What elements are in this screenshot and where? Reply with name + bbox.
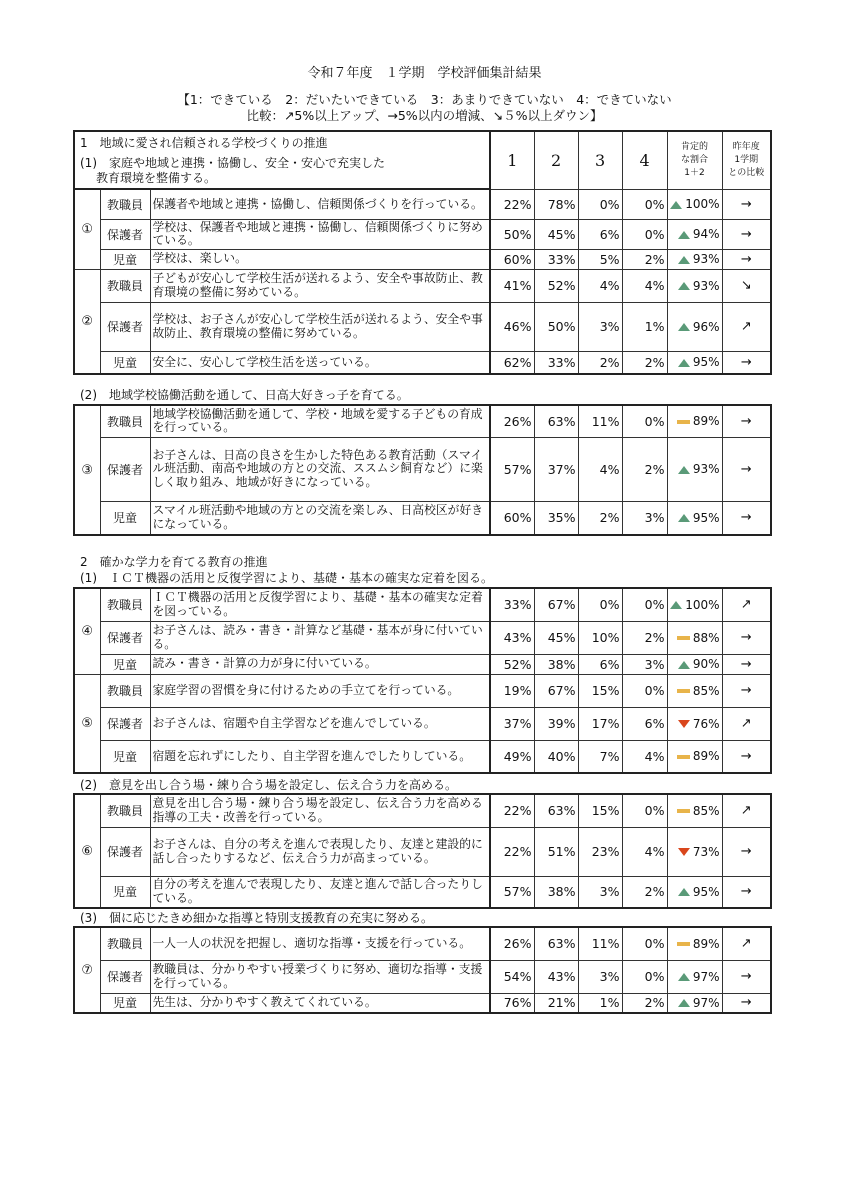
- question-cell: 安全に、安心して学校生活を送っている。: [150, 351, 490, 374]
- positive-ratio-value: 89%: [692, 749, 720, 764]
- comparison-arrow: →: [722, 827, 771, 876]
- respondent-cell: 教職員: [100, 674, 150, 707]
- col-1-header: 1: [490, 131, 534, 189]
- respondent-cell: 教職員: [100, 588, 150, 621]
- pct-2-cell: 67%: [534, 588, 578, 621]
- question-cell: 教職員は、分かりやすい授業づくりに努め、適切な指導・支援を行っている。: [150, 960, 490, 993]
- respondent-cell: 教職員: [100, 405, 150, 437]
- comparison-arrow: →: [722, 219, 771, 249]
- legend: [0, 92, 849, 124]
- positive-ratio-cell: [667, 501, 722, 535]
- pct-3-cell: 1%: [578, 993, 622, 1013]
- pct-3-cell: 3%: [578, 960, 622, 993]
- positive-ratio-value: 89%: [692, 936, 720, 951]
- comparison-arrow: ↘: [722, 269, 771, 302]
- question-cell: 家庭学習の習慣を身に付けるための手立てを行っている。: [150, 674, 490, 707]
- positive-ratio-cell: [667, 588, 722, 621]
- item-number: ⑦: [74, 927, 100, 1013]
- question-cell: 保護者や地域と連携・協働し、信頼関係づくりを行っている。: [150, 189, 490, 219]
- positive-ratio-value: 85%: [692, 683, 720, 698]
- comparison-arrow: →: [722, 960, 771, 993]
- question-cell: お子さんは、日高の良さを生かした特色ある教育活動（スマイル班活動、南高や地域の方との交流、ススムシ飼育など）に楽しく取り組み、地域が好きになっている。: [150, 437, 490, 501]
- positive-ratio-value: 89%: [692, 414, 720, 429]
- respondent-cell: 児童: [100, 351, 150, 374]
- positive-ratio-value: 95%: [692, 355, 720, 370]
- pct-4-cell: 0%: [622, 794, 667, 827]
- positive-ratio-cell: [667, 269, 722, 302]
- pct-3-cell: 6%: [578, 654, 622, 674]
- triangle-up-icon: [678, 256, 690, 264]
- positive-ratio-cell: [667, 827, 722, 876]
- triangle-up-icon: [678, 231, 690, 239]
- respondent-cell: 児童: [100, 501, 150, 535]
- triangle-up-icon: [678, 514, 690, 522]
- triangle-up-icon: [678, 999, 690, 1007]
- section-1-1-title-cont: 教育環境を整備する。: [96, 171, 217, 185]
- pct-4-cell: 0%: [622, 588, 667, 621]
- pct-4-cell: 3%: [622, 501, 667, 535]
- pct-4-cell: 4%: [622, 740, 667, 773]
- pct-2-cell: 52%: [534, 269, 578, 302]
- pct-4-cell: 1%: [622, 302, 667, 351]
- comparison-arrow: →: [722, 621, 771, 654]
- comparison-arrow: →: [722, 501, 771, 535]
- positive-ratio-value: 93%: [692, 462, 720, 476]
- positive-ratio-value: 95%: [692, 884, 720, 899]
- table-row: [74, 249, 771, 269]
- section-2-1-title: (1) ＩＣＴ機器の活用と反復学習により、基礎・基本の確実な定着を図る。: [80, 571, 494, 585]
- pct-3-cell: 3%: [578, 302, 622, 351]
- respondent-cell: 保護者: [100, 707, 150, 740]
- table-row: [74, 437, 771, 501]
- pct-1-cell: 54%: [490, 960, 534, 993]
- pct-4-cell: 2%: [622, 351, 667, 374]
- pct-1-cell: 60%: [490, 249, 534, 269]
- pct-3-cell: 10%: [578, 621, 622, 654]
- comparison-arrow: ↗: [722, 302, 771, 351]
- triangle-down-icon: [678, 848, 690, 856]
- table-row: [74, 794, 771, 827]
- table-row: [74, 876, 771, 908]
- table-section-2-3: [73, 926, 772, 1014]
- positive-ratio-cell: [667, 707, 722, 740]
- positive-ratio-header-l2: な割合: [681, 154, 709, 165]
- flat-bar-icon: [677, 809, 690, 813]
- pct-3-cell: 0%: [578, 189, 622, 219]
- question-cell: 読み・書き・計算の力が身に付いている。: [150, 654, 490, 674]
- pct-4-cell: 0%: [622, 674, 667, 707]
- positive-ratio-cell: [667, 794, 722, 827]
- respondent-cell: 児童: [100, 249, 150, 269]
- pct-3-cell: 11%: [578, 927, 622, 960]
- triangle-up-icon: [670, 201, 682, 209]
- comparison-arrow: →: [722, 740, 771, 773]
- question-cell: お子さんは、自分の考えを進んで表現したり、友達と建設的に話し合ったりするなど、伝え合う力が高まっている。: [150, 827, 490, 876]
- pct-4-cell: 6%: [622, 707, 667, 740]
- positive-ratio-value: 97%: [692, 969, 720, 984]
- pct-3-cell: 15%: [578, 794, 622, 827]
- respondent-cell: 保護者: [100, 827, 150, 876]
- table-row: [74, 351, 771, 374]
- pct-2-cell: 63%: [534, 927, 578, 960]
- positive-ratio-value: 100%: [685, 197, 720, 211]
- comparison-header-l2: 1学期: [734, 154, 759, 165]
- table-row: [74, 501, 771, 535]
- table-row: [74, 993, 771, 1013]
- positive-ratio-value: 97%: [692, 995, 720, 1010]
- comparison-arrow: →: [722, 405, 771, 437]
- pct-2-cell: 63%: [534, 794, 578, 827]
- positive-ratio-value: 88%: [692, 630, 720, 645]
- pct-4-cell: 2%: [622, 876, 667, 908]
- positive-ratio-cell: [667, 351, 722, 374]
- pct-2-cell: 35%: [534, 501, 578, 535]
- table-row: [74, 960, 771, 993]
- respondent-cell: 保護者: [100, 621, 150, 654]
- positive-ratio-cell: [667, 249, 722, 269]
- pct-1-cell: 26%: [490, 405, 534, 437]
- positive-ratio-cell: [667, 927, 722, 960]
- comparison-arrow: ↗: [722, 927, 771, 960]
- comparison-arrow: →: [722, 876, 771, 908]
- comparison-header-l3: との比較: [728, 167, 765, 178]
- positive-ratio-cell: [667, 960, 722, 993]
- positive-ratio-cell: [667, 405, 722, 437]
- pct-1-cell: 26%: [490, 927, 534, 960]
- pct-1-cell: 57%: [490, 876, 534, 908]
- header-row: [74, 131, 771, 189]
- pct-3-cell: 2%: [578, 351, 622, 374]
- item-number: ⑤: [74, 674, 100, 773]
- question-cell: ＩＣＴ機器の活用と反復学習により、基礎・基本の確実な定着を図っている。: [150, 588, 490, 621]
- comparison-header: [722, 131, 771, 189]
- question-cell: 学校は、お子さんが安心して学校生活が送れるよう、安全や事故防止、教育環境の整備に努めている。: [150, 302, 490, 351]
- pct-1-cell: 19%: [490, 674, 534, 707]
- positive-ratio-value: 96%: [692, 319, 720, 334]
- positive-ratio-value: 93%: [692, 278, 720, 293]
- table-row: [74, 927, 771, 960]
- pct-4-cell: 2%: [622, 437, 667, 501]
- table-row: [74, 269, 771, 302]
- pct-1-cell: 43%: [490, 621, 534, 654]
- pct-2-cell: 21%: [534, 993, 578, 1013]
- pct-4-cell: 4%: [622, 827, 667, 876]
- comparison-arrow: →: [722, 189, 771, 219]
- table-row: [74, 707, 771, 740]
- pct-2-cell: 40%: [534, 740, 578, 773]
- pct-1-cell: 52%: [490, 654, 534, 674]
- pct-2-cell: 37%: [534, 437, 578, 501]
- table-row: [74, 189, 771, 219]
- triangle-up-icon: [678, 359, 690, 367]
- positive-ratio-value: 94%: [692, 227, 720, 241]
- triangle-up-icon: [678, 466, 690, 474]
- table-section-1-2: [73, 404, 772, 536]
- pct-3-cell: 4%: [578, 269, 622, 302]
- positive-ratio-value: 95%: [692, 510, 720, 525]
- comparison-arrow: →: [722, 674, 771, 707]
- positive-ratio-cell: [667, 674, 722, 707]
- pct-4-cell: 0%: [622, 219, 667, 249]
- pct-3-cell: 15%: [578, 674, 622, 707]
- flat-bar-icon: [677, 755, 690, 759]
- question-cell: スマイル班活動や地域の方との交流を楽しみ、日高校区が好きになっている。: [150, 501, 490, 535]
- table-section-1-1: [73, 130, 772, 375]
- pct-4-cell: 0%: [622, 405, 667, 437]
- positive-ratio-value: 100%: [685, 597, 720, 612]
- flat-bar-icon: [677, 942, 690, 946]
- pct-3-cell: 4%: [578, 437, 622, 501]
- respondent-cell: 教職員: [100, 269, 150, 302]
- question-cell: 一人一人の状況を把握し、適切な指導・支援を行っている。: [150, 927, 490, 960]
- pct-2-cell: 67%: [534, 674, 578, 707]
- pct-1-cell: 22%: [490, 827, 534, 876]
- section-2-3-title: (3) 個に応じたきめ細かな指導と特別支援教育の充実に努める。: [80, 911, 434, 925]
- question-cell: お子さんは、読み・書き・計算など基礎・基本が身に付いている。: [150, 621, 490, 654]
- pct-1-cell: 22%: [490, 794, 534, 827]
- pct-4-cell: 0%: [622, 189, 667, 219]
- pct-1-cell: 49%: [490, 740, 534, 773]
- pct-1-cell: 76%: [490, 993, 534, 1013]
- question-cell: 子どもが安心して学校生活が送れるよう、安全や事故防止、教育環境の整備に努めている。: [150, 269, 490, 302]
- flat-bar-icon: [677, 420, 690, 424]
- positive-ratio-cell: [667, 993, 722, 1013]
- pct-2-cell: 78%: [534, 189, 578, 219]
- pct-4-cell: 2%: [622, 993, 667, 1013]
- item-number: ③: [74, 405, 100, 535]
- respondent-cell: 教職員: [100, 927, 150, 960]
- positive-ratio-value: 90%: [692, 657, 720, 671]
- pct-2-cell: 39%: [534, 707, 578, 740]
- positive-ratio-value: 73%: [692, 844, 720, 859]
- comparison-arrow: →: [722, 654, 771, 674]
- positive-ratio-cell: [667, 876, 722, 908]
- positive-ratio-cell: [667, 621, 722, 654]
- pct-4-cell: 4%: [622, 269, 667, 302]
- pct-2-cell: 50%: [534, 302, 578, 351]
- question-cell: 自分の考えを進んで表現したり、友達と進んで話し合ったりしている。: [150, 876, 490, 908]
- section-1-1-title: (1) 家庭や地域と連携・協働し、安全・安心で充実した: [80, 156, 386, 170]
- pct-1-cell: 41%: [490, 269, 534, 302]
- table-row: [74, 654, 771, 674]
- pct-4-cell: 0%: [622, 927, 667, 960]
- table-row: [74, 405, 771, 437]
- positive-ratio-cell: [667, 437, 722, 501]
- respondent-cell: 保護者: [100, 437, 150, 501]
- pct-1-cell: 57%: [490, 437, 534, 501]
- pct-2-cell: 51%: [534, 827, 578, 876]
- pct-3-cell: 3%: [578, 876, 622, 908]
- pct-4-cell: 0%: [622, 960, 667, 993]
- question-cell: お子さんは、宿題や自主学習などを進んでしている。: [150, 707, 490, 740]
- comparison-header-l1: 昨年度: [732, 141, 760, 152]
- section-2-title: 2 確かな学力を育てる教育の推進: [80, 555, 268, 569]
- pct-1-cell: 60%: [490, 501, 534, 535]
- pct-4-cell: 2%: [622, 249, 667, 269]
- pct-3-cell: 7%: [578, 740, 622, 773]
- item-number: ⑥: [74, 794, 100, 908]
- pct-2-cell: 38%: [534, 876, 578, 908]
- table-row: [74, 588, 771, 621]
- comparison-arrow: →: [722, 249, 771, 269]
- respondent-cell: 児童: [100, 993, 150, 1013]
- positive-ratio-cell: [667, 740, 722, 773]
- question-cell: 宿題を忘れずにしたり、自主学習を進んでしたりしている。: [150, 740, 490, 773]
- pct-2-cell: 63%: [534, 405, 578, 437]
- pct-3-cell: 6%: [578, 219, 622, 249]
- positive-ratio-cell: [667, 302, 722, 351]
- table-row: [74, 219, 771, 249]
- question-cell: 地域学校協働活動を通して、学校・地域を愛する子どもの育成を行っている。: [150, 405, 490, 437]
- pct-3-cell: 5%: [578, 249, 622, 269]
- respondent-cell: 保護者: [100, 219, 150, 249]
- table-row: [74, 740, 771, 773]
- pct-1-cell: 46%: [490, 302, 534, 351]
- pct-1-cell: 22%: [490, 189, 534, 219]
- positive-ratio-header-l1: 肯定的: [681, 141, 709, 152]
- item-number: ④: [74, 588, 100, 674]
- flat-bar-icon: [677, 689, 690, 693]
- triangle-up-icon: [678, 973, 690, 981]
- section-2-2-title: (2) 意見を出し合う場・練り合う場を設定し、伝え合う力を高める。: [80, 778, 458, 792]
- section-1-title: 1 地域に愛され信頼される学校づくりの推進: [80, 136, 328, 150]
- pct-2-cell: 38%: [534, 654, 578, 674]
- positive-ratio-value: 76%: [692, 716, 720, 731]
- question-cell: 先生は、分かりやすく教えてくれている。: [150, 993, 490, 1013]
- respondent-cell: 児童: [100, 654, 150, 674]
- triangle-up-icon: [670, 601, 682, 609]
- section-1-2-title: (2) 地域学校協働活動を通して、日高大好きっ子を育てる。: [80, 388, 409, 402]
- positive-ratio-cell: [667, 219, 722, 249]
- page-title: 令和７年度 １学期 学校評価集計結果: [307, 66, 542, 81]
- positive-ratio-value: 85%: [692, 803, 720, 818]
- pct-3-cell: 11%: [578, 405, 622, 437]
- flat-bar-icon: [677, 636, 690, 640]
- col-2-header: 2: [534, 131, 578, 189]
- pct-2-cell: 33%: [534, 351, 578, 374]
- pct-2-cell: 45%: [534, 621, 578, 654]
- pct-1-cell: 33%: [490, 588, 534, 621]
- pct-3-cell: 17%: [578, 707, 622, 740]
- pct-3-cell: 23%: [578, 827, 622, 876]
- col-4-header: 4: [622, 131, 667, 189]
- pct-2-cell: 43%: [534, 960, 578, 993]
- positive-ratio-header-l3: 1＋2: [684, 167, 705, 178]
- pct-1-cell: 50%: [490, 219, 534, 249]
- pct-2-cell: 45%: [534, 219, 578, 249]
- comparison-arrow: ↗: [722, 794, 771, 827]
- respondent-cell: 教職員: [100, 189, 150, 219]
- comparison-arrow: →: [722, 437, 771, 501]
- respondent-cell: 児童: [100, 876, 150, 908]
- table-row: [74, 621, 771, 654]
- comparison-arrow: →: [722, 351, 771, 374]
- header-blank: [74, 131, 490, 189]
- pct-3-cell: 0%: [578, 588, 622, 621]
- legend-line-1: 【1：できている 2：だいたいできている 3：あまりできていない 4：できていない: [177, 92, 672, 107]
- item-number: ②: [74, 269, 100, 374]
- comparison-arrow: ↗: [722, 707, 771, 740]
- question-cell: 学校は、保護者や地域と連携・協働し、信頼関係づくりに努めている。: [150, 219, 490, 249]
- table-row: [74, 674, 771, 707]
- pct-4-cell: 3%: [622, 654, 667, 674]
- positive-ratio-cell: [667, 189, 722, 219]
- item-number: ①: [74, 189, 100, 269]
- respondent-cell: 保護者: [100, 960, 150, 993]
- col-3-header: 3: [578, 131, 622, 189]
- question-cell: 学校は、楽しい。: [150, 249, 490, 269]
- question-cell: 意見を出し合う場・練り合う場を設定し、伝え合う力を高める指導の工夫・改善を行っている。: [150, 794, 490, 827]
- triangle-up-icon: [678, 888, 690, 896]
- triangle-down-icon: [678, 720, 690, 728]
- positive-ratio-header: [667, 131, 722, 189]
- triangle-up-icon: [678, 661, 690, 669]
- pct-1-cell: 62%: [490, 351, 534, 374]
- pct-4-cell: 2%: [622, 621, 667, 654]
- legend-line-2: 比較：↗5%以上アップ、→5%以内の増減、↘５%以上ダウン】: [246, 108, 603, 123]
- table-section-2-1: [73, 587, 772, 774]
- positive-ratio-value: 93%: [692, 252, 720, 266]
- respondent-cell: 教職員: [100, 794, 150, 827]
- pct-1-cell: 37%: [490, 707, 534, 740]
- table-row: [74, 827, 771, 876]
- table-row: [74, 302, 771, 351]
- comparison-arrow: ↗: [722, 588, 771, 621]
- pct-3-cell: 2%: [578, 501, 622, 535]
- respondent-cell: 児童: [100, 740, 150, 773]
- table-section-2-2: [73, 793, 772, 909]
- respondent-cell: 保護者: [100, 302, 150, 351]
- comparison-arrow: →: [722, 993, 771, 1013]
- triangle-up-icon: [678, 282, 690, 290]
- positive-ratio-cell: [667, 654, 722, 674]
- pct-2-cell: 33%: [534, 249, 578, 269]
- triangle-up-icon: [678, 323, 690, 331]
